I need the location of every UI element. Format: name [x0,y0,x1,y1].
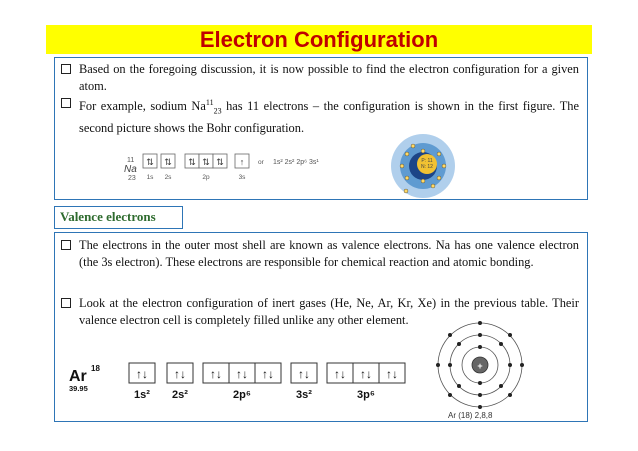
sodium-configuration-figure [55,58,589,201]
svg-text:↑↓: ↑↓ [334,367,346,381]
svg-text:⇅: ⇅ [188,157,196,167]
svg-text:3s²: 3s² [296,389,312,401]
or-label: or [258,159,264,166]
intro-box [54,57,588,200]
svg-text:⇅: ⇅ [164,157,172,167]
title-bar [46,25,592,54]
svg-text:2p⁶: 2p⁶ [233,389,251,401]
svg-text:2s²: 2s² [172,389,188,401]
na-atomic-number: 11 [127,157,135,164]
svg-text:3s: 3s [238,174,246,181]
bullet-text: For example, sodium $Na^{11}_{23}$ has 11 electrons – the configuration is shown in the first figure. The second picture shows the Bohr configuration. [79,98,579,136]
svg-text:⇅: ⇅ [216,157,224,167]
svg-text:⇅: ⇅ [146,157,154,167]
svg-text:↑↓: ↑↓ [174,367,186,381]
bullet-text: Based on the foregoing discussion, it is now possible to find the electron configuration for a given atom. [79,62,579,93]
svg-text:2p: 2p [202,174,210,181]
valence-box [54,232,588,422]
na-bohr-model [391,134,455,198]
ar-symbol: Ar [69,368,87,385]
svg-text:↑: ↑ [239,157,245,167]
svg-text:↑↓: ↑↓ [236,367,248,381]
bullet-text: Look at the electron configuration of inert gases (He, Ne, Ar, Kr, Xe) in the previous table. Their valence electron cell is completely filled unlike any other element. [79,296,579,327]
svg-text:↑↓: ↑↓ [262,367,274,381]
svg-text:↑↓: ↑↓ [386,367,398,381]
svg-text:1s: 1s [146,174,154,181]
ar-shell-caption: Ar (18) 2,8,8 [448,411,493,420]
svg-text:2s: 2s [164,174,172,181]
svg-text:↑↓: ↑↓ [298,367,310,381]
svg-text:↑↓: ↑↓ [210,367,222,381]
page-title: Electron Configuration [199,27,439,52]
valence-electrons-heading: Valence electrons [54,206,183,229]
svg-text:+: + [477,361,483,371]
ar-atomic-number: 18 [91,364,100,373]
svg-text:⇅: ⇅ [202,157,210,167]
svg-text:↑↓: ↑↓ [360,367,372,381]
svg-text:1s²: 1s² [134,389,150,401]
bullet-text: The electrons in the outer most shell are known as valence electrons. Na has one valence electron (the 3s electron). These electrons are responsible for chemical reaction and atomic bonding. [79,238,579,269]
svg-text:N: 12: N: 12 [421,164,433,170]
svg-text:↑↓: ↑↓ [136,367,148,381]
ar-mass: 39.95 [69,384,88,393]
na-symbol: Na [124,164,137,175]
argon-configuration-figure [55,233,589,423]
svg-text:P: 11: P: 11 [421,158,433,164]
na-config-text: 1s² 2s² 2p⁶ 3s¹ [273,159,319,166]
na-mass: 23 [128,175,136,182]
svg-text:3p⁶: 3p⁶ [357,389,375,401]
